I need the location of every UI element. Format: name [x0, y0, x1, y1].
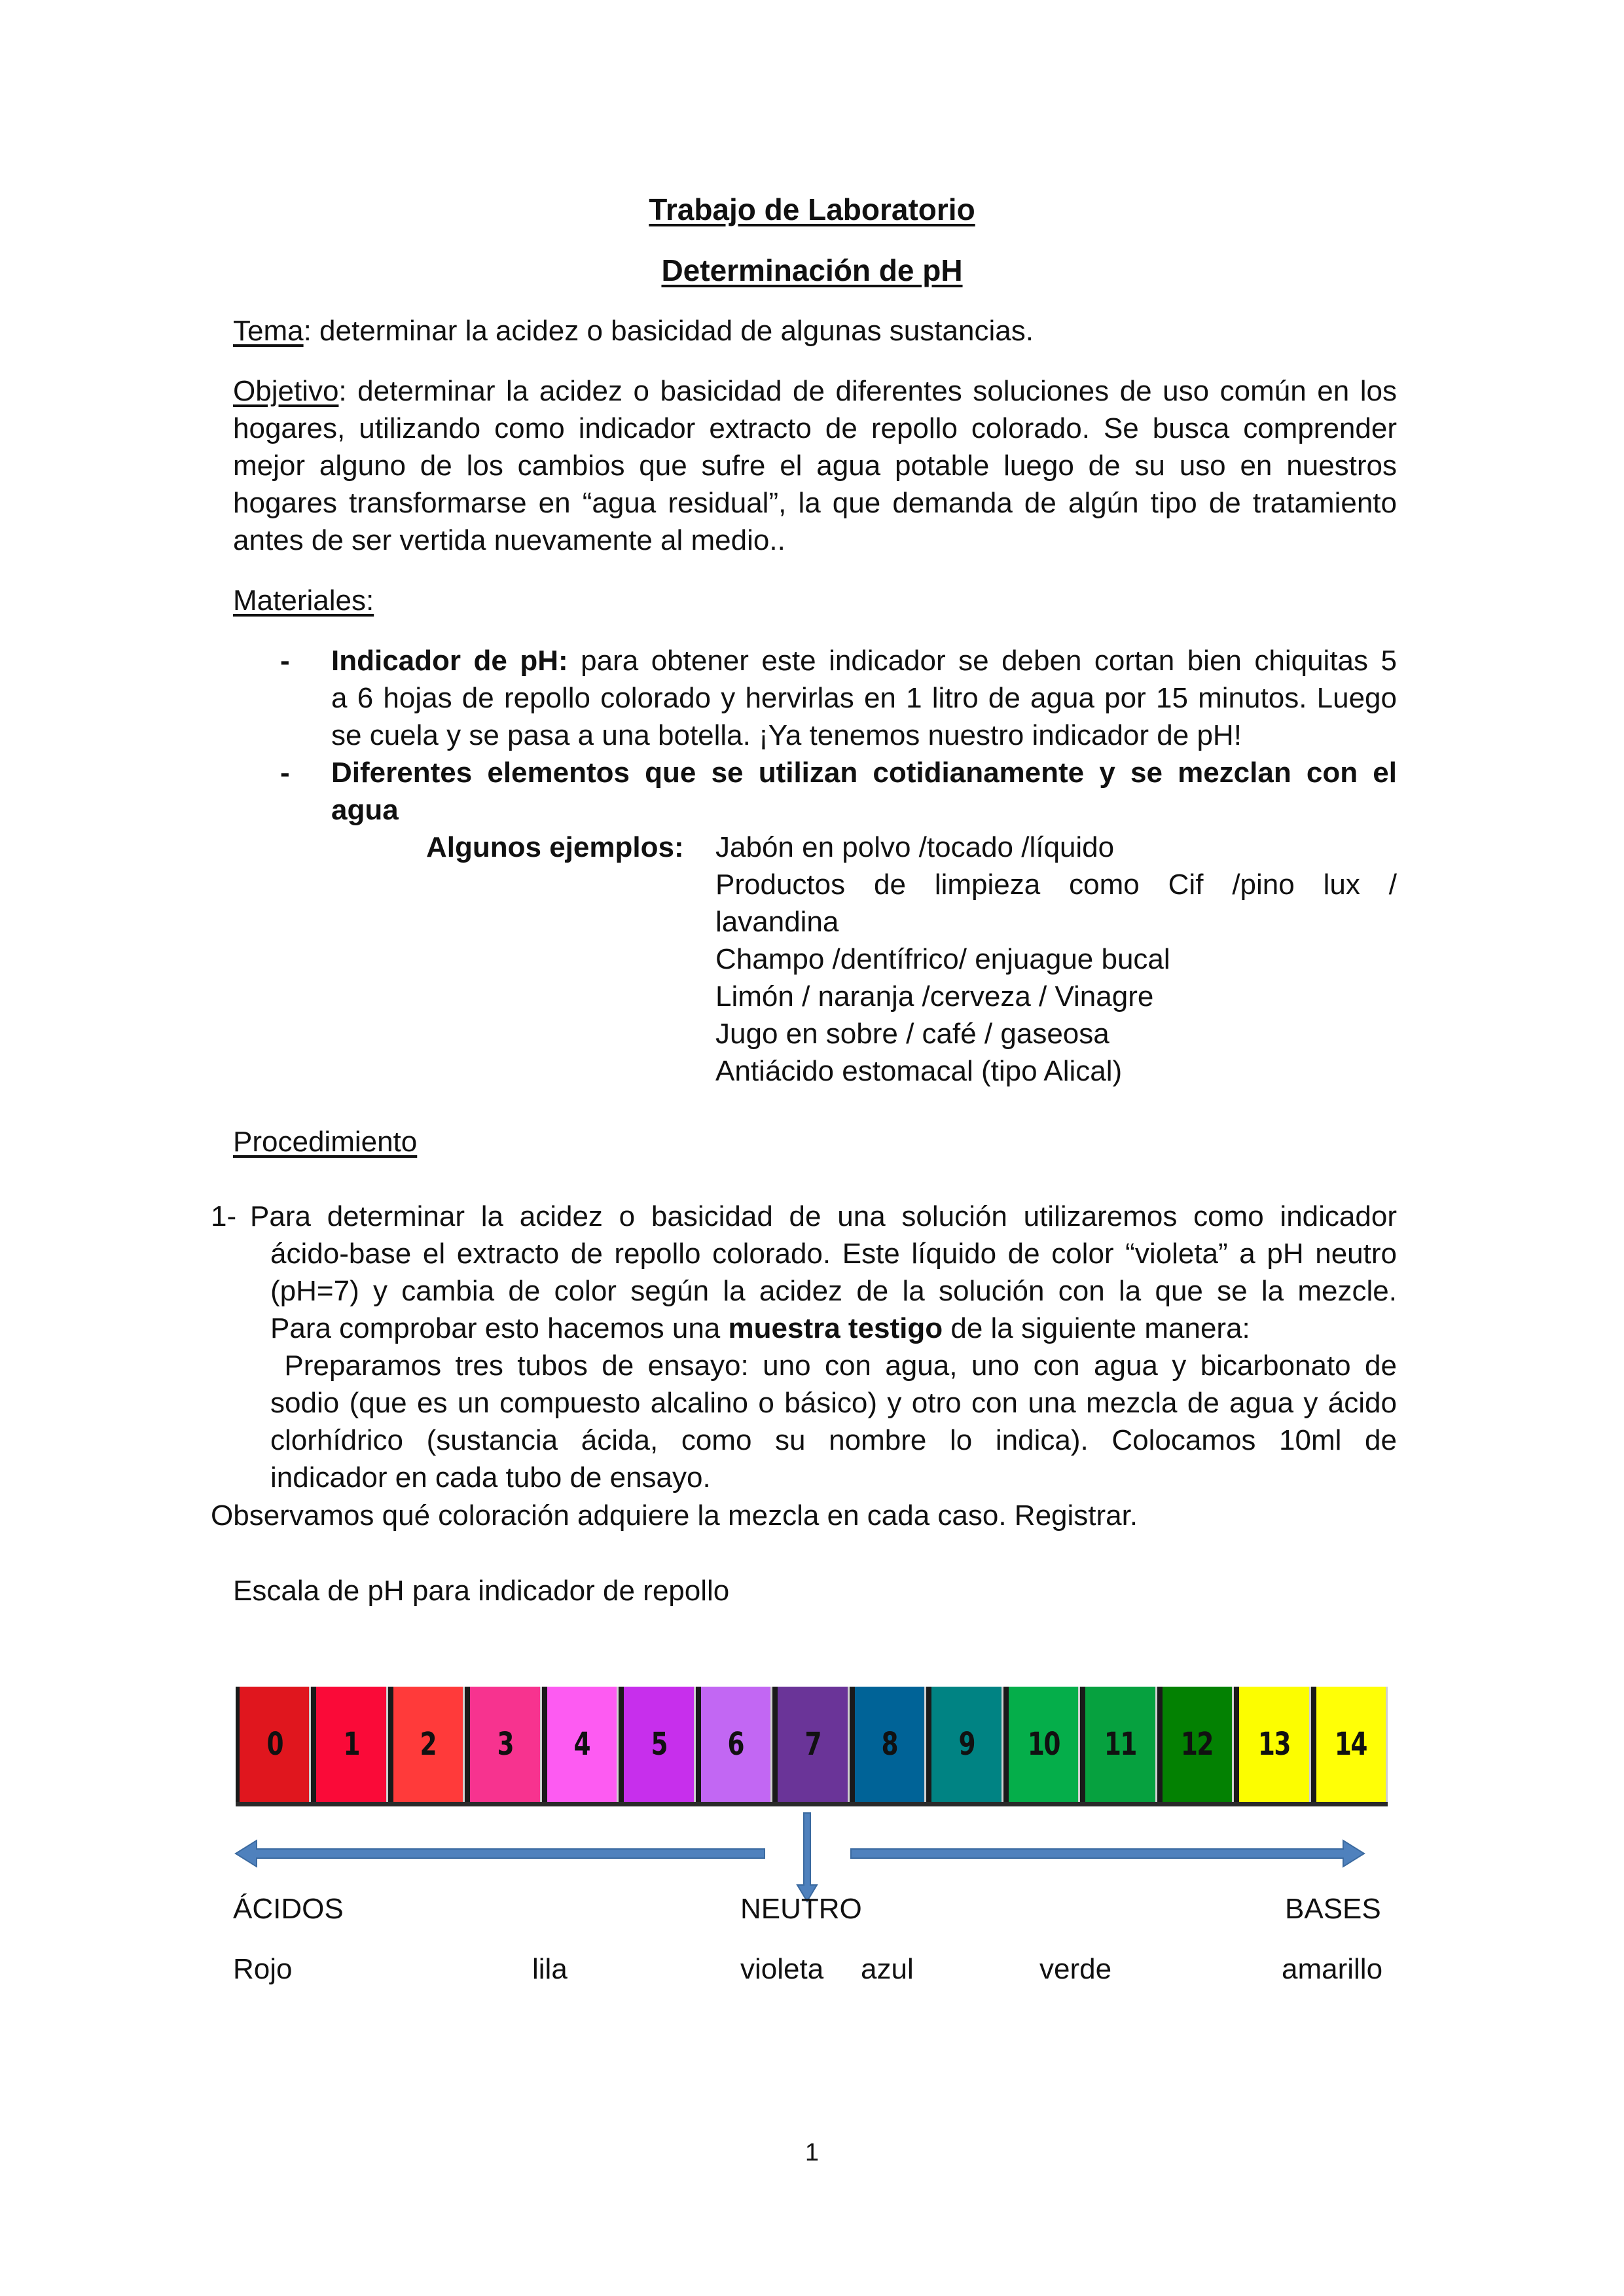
label-neutro: NEUTRO: [740, 1893, 862, 1925]
step-number: 1-: [211, 1200, 237, 1232]
step-line: (pH=7) y cambia de color según la acidez de la solución con la que se la mezcle.: [270, 1275, 1397, 1307]
arrow-down-neutro: [797, 1813, 817, 1901]
step-line: Para comprobar esto hacemos una: [270, 1312, 729, 1344]
procedimiento-heading: Procedimiento: [233, 1126, 418, 1158]
page-number: 1: [804, 2139, 820, 2166]
ph-cell-number: 6: [727, 1726, 744, 1763]
bullet-dash: -: [280, 645, 290, 677]
color-lila: lila: [532, 1953, 568, 1985]
step-line: sodio (que es un compuesto alcalino o básico) y otro con una mezcla de agua y ácido: [270, 1387, 1397, 1419]
example-item: Champo /dentífrico/ enjuague bucal: [715, 943, 1170, 975]
objetivo-label: Objetivo: [233, 375, 339, 407]
scale-caption: Escala de pH para indicador de repollo: [233, 1575, 730, 1607]
step-line: de la siguiente manera:: [943, 1312, 1250, 1344]
ph-cell-number: 4: [573, 1726, 590, 1763]
ph-cell-number: 2: [420, 1726, 437, 1763]
color-rojo: Rojo: [233, 1953, 293, 1985]
examples-label: Algunos ejemplos:: [426, 831, 684, 863]
indicador-bold: Indicador de pH:: [331, 645, 568, 677]
materiales-heading: Materiales:: [233, 584, 374, 617]
tema-label: Tema: [233, 315, 304, 347]
bullet-line: Diferentes elementos que se utilizan cotidianamente y se mezclan con el: [331, 757, 1397, 789]
objetivo-line: antes de ser vertida nuevamente al medio..: [233, 524, 785, 556]
example-item: Productos de limpieza como Cif /pino lux /: [715, 869, 1397, 901]
muestra-testigo-bold: muestra testigo: [728, 1312, 943, 1344]
color-verde: verde: [1039, 1953, 1112, 1985]
example-item: Antiácido estomacal (tipo Alical): [715, 1055, 1123, 1087]
ph-cell-number: 3: [497, 1726, 513, 1763]
tema-text: : determinar la acidez o basicidad de algunas sustancias.: [303, 315, 1034, 347]
bullet-line: se cuela y se pasa a una botella. ¡Ya tenemos nuestro indicador de pH!: [331, 719, 1242, 751]
objetivo-line: hogares transformarse en “agua residual”, la que demanda de algún tipo de tratamiento: [233, 487, 1397, 519]
objetivo-line: hogares, utilizando como indicador extracto de repollo colorado. Se busca comprender: [233, 412, 1397, 444]
example-item: Limón / naranja /cerveza / Vinagre: [715, 980, 1154, 1013]
bullet-line: agua: [331, 794, 399, 826]
document-title: Trabajo de Laboratorio: [649, 192, 975, 226]
step-line: indicador en cada tubo de ensayo.: [270, 1462, 711, 1494]
ph-cell-number: 14: [1335, 1726, 1367, 1763]
step-line: Preparamos tres tubos de ensayo: uno con agua, uno con agua y bicarbonato de: [270, 1350, 1397, 1382]
ph-cell-number: 5: [651, 1726, 667, 1763]
color-violeta: violeta: [740, 1953, 824, 1985]
label-bases: BASES: [1285, 1893, 1381, 1925]
example-item: Jabón en polvo /tocado /líquido: [715, 831, 1115, 863]
ph-cell-number: 0: [266, 1726, 283, 1763]
example-item: Jugo en sobre / café / gaseosa: [715, 1018, 1110, 1050]
arrow-left-acidos: [236, 1840, 765, 1867]
color-azul: azul: [861, 1953, 914, 1985]
color-amarillo: amarillo: [1282, 1953, 1383, 1985]
bullet-line: a 6 hojas de repollo colorado y hervirlas en 1 litro de agua por 15 minutos. Luego: [331, 682, 1397, 714]
objetivo-line: : determinar la acidez o basicidad de diferentes soluciones de uso común en los: [338, 375, 1397, 407]
ph-cell-number: 9: [958, 1726, 975, 1763]
ph-cell-number: 13: [1257, 1726, 1290, 1763]
step-line: clorhídrico (sustancia ácida, como su nombre lo indica). Colocamos 10ml de: [270, 1424, 1397, 1456]
arrow-right-bases: [851, 1840, 1364, 1867]
observe-line: Observamos qué coloración adquiere la mezcla en cada caso. Registrar.: [211, 1499, 1138, 1532]
example-item: lavandina: [715, 906, 839, 938]
step-line: ácido-base el extracto de repollo colorado. Este líquido de color “violeta” a pH neutro: [270, 1238, 1397, 1270]
bullet-line: para obtener este indicador se deben cortan bien chiquitas 5: [568, 645, 1397, 677]
bullet-dash: -: [280, 757, 290, 789]
ph-cell-number: 12: [1181, 1726, 1214, 1763]
ph-cell-number: 8: [881, 1726, 898, 1763]
ph-cell-number: 7: [804, 1726, 821, 1763]
ph-cell-number: 10: [1027, 1726, 1060, 1763]
label-acidos: ÁCIDOS: [233, 1893, 344, 1925]
objetivo-line: mejor alguno de los cambios que sufre el agua potable luego de su uso en nuestros: [233, 450, 1397, 482]
step-line: Para determinar la acidez o basicidad de una solución utilizaremos como indicador: [250, 1200, 1397, 1232]
document-subtitle: Determinación de pH: [661, 253, 963, 287]
ph-cell-number: 1: [343, 1726, 359, 1763]
ph-cell-number: 11: [1104, 1726, 1136, 1763]
